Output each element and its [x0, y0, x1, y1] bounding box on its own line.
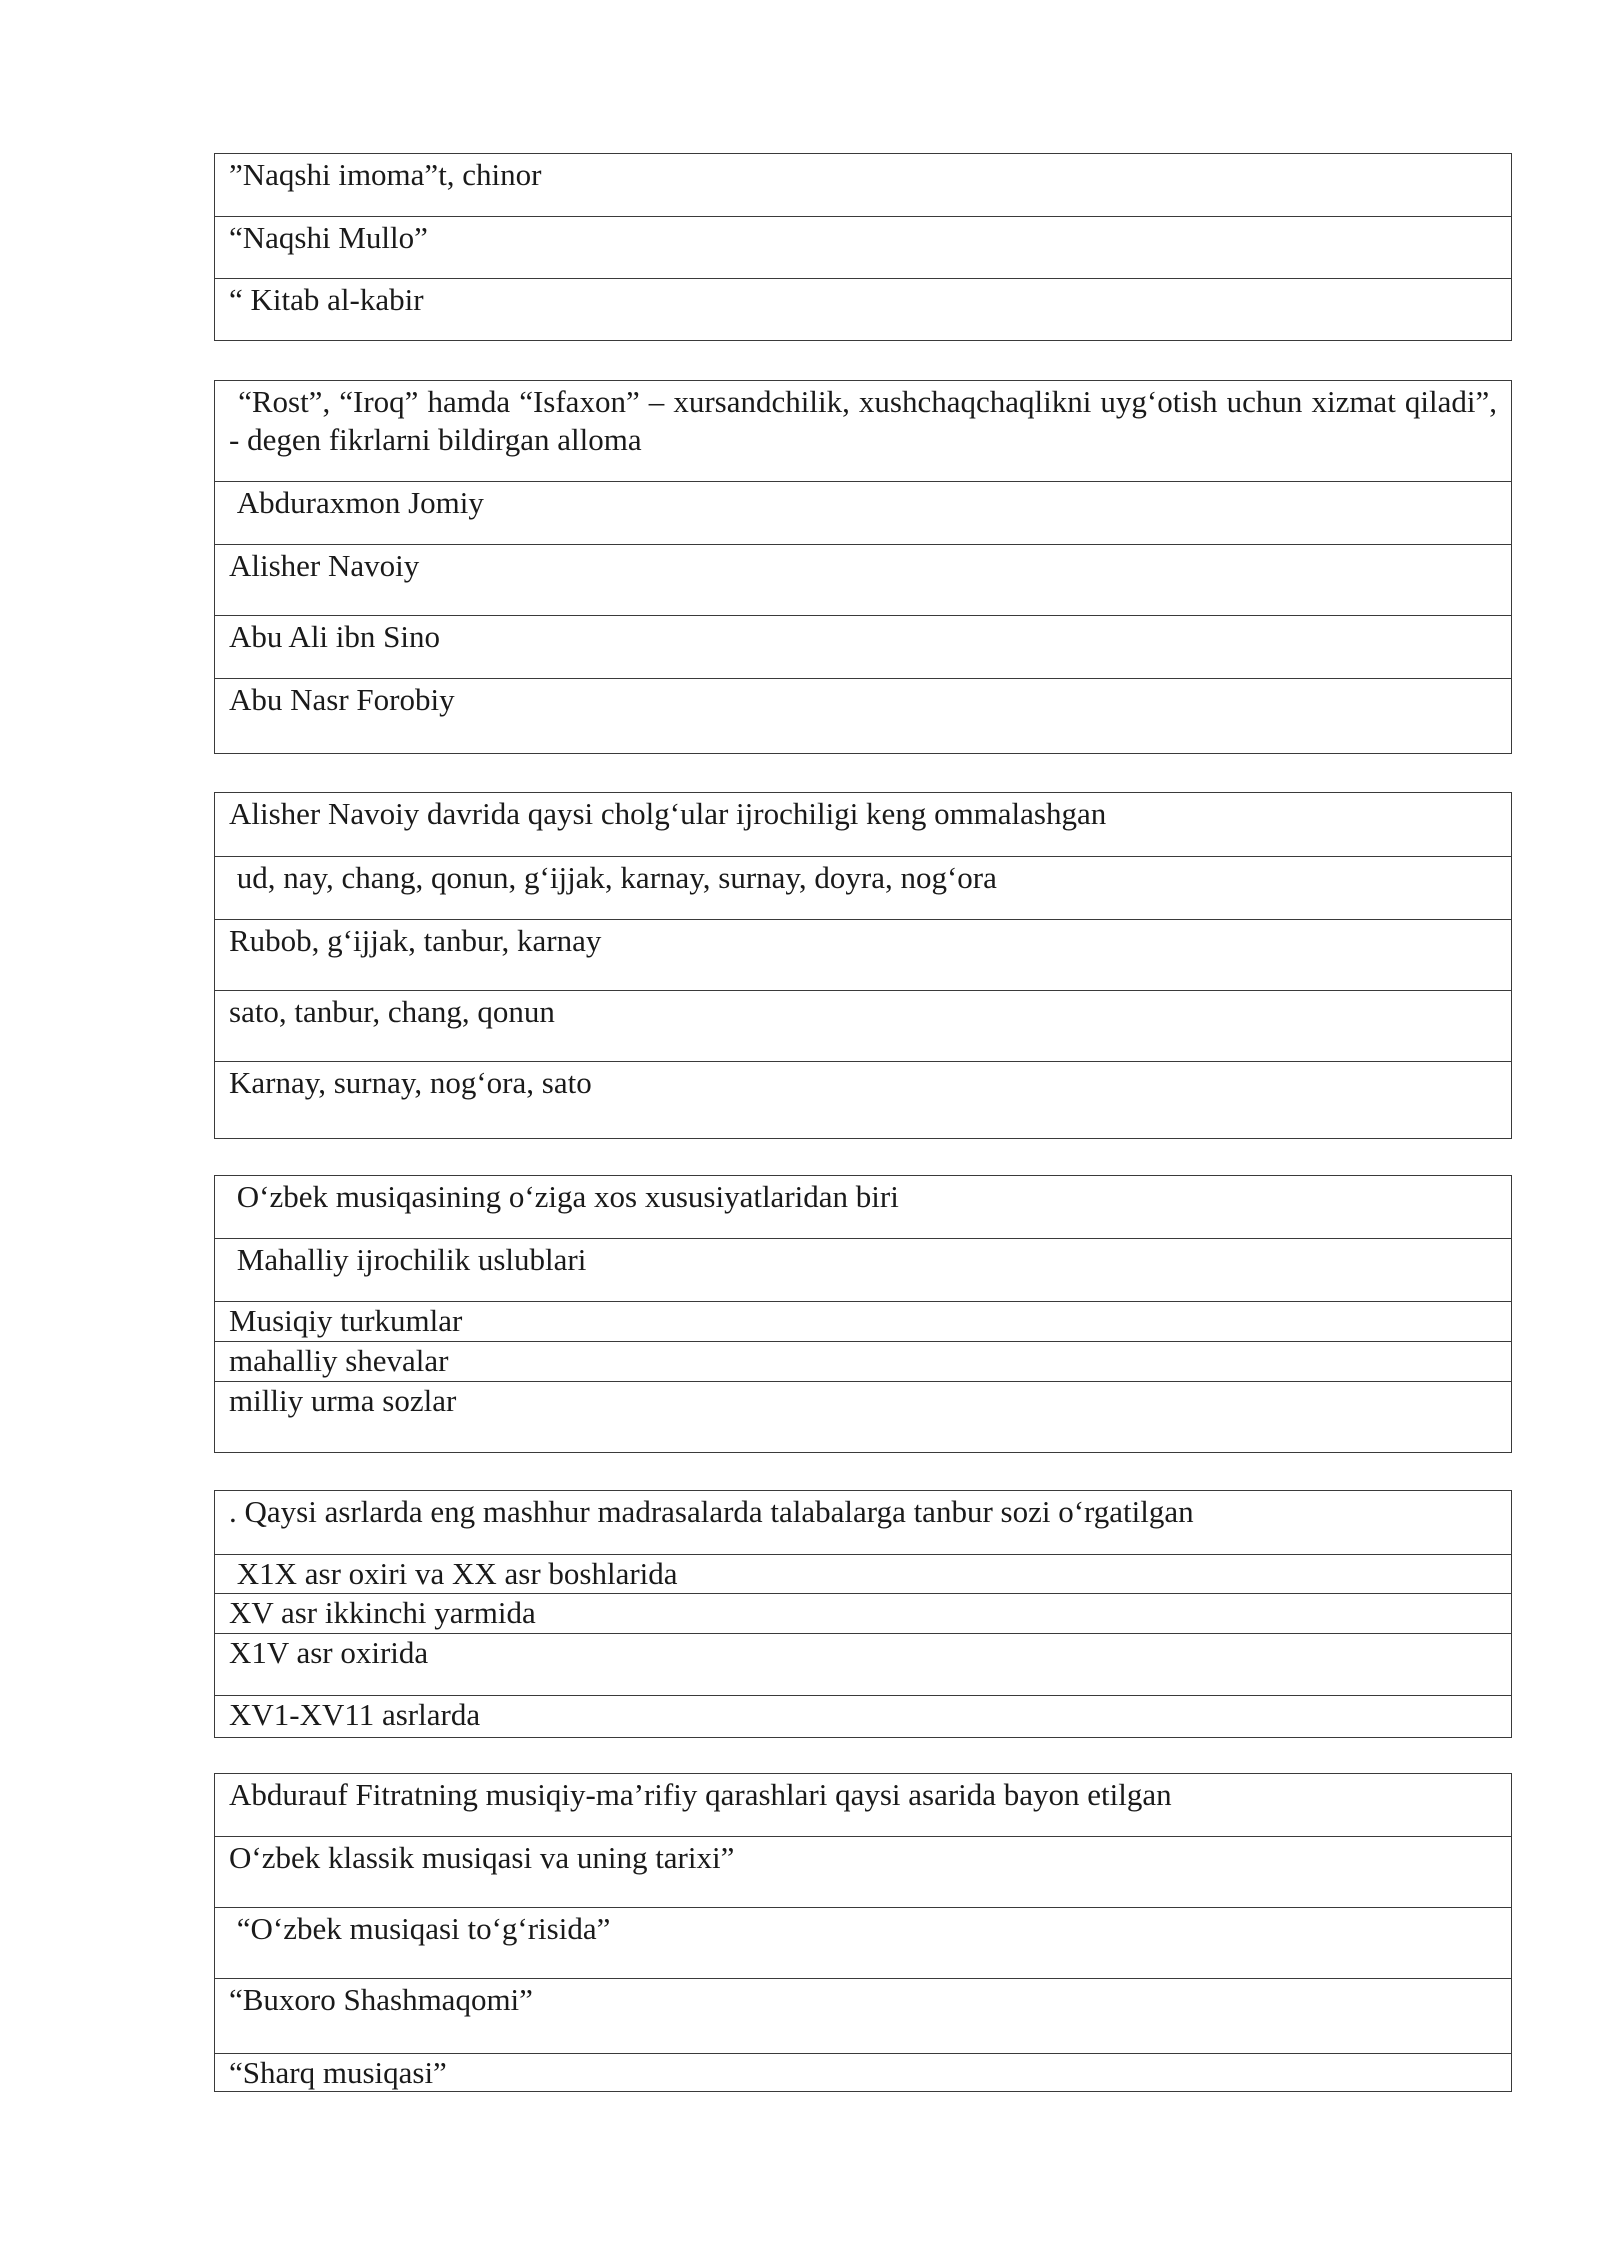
answer-option: mahalliy shevalar [215, 1341, 1511, 1381]
answer-option: “ Kitab al-kabir [215, 278, 1511, 340]
answer-option: “O‘zbek musiqasi to‘g‘risida” [215, 1907, 1511, 1978]
answer-option: O‘zbek klassik musiqasi va uning tarixi” [215, 1836, 1511, 1907]
question-text: Alisher Navoiy davrida qaysi cholg‘ular ijrochiligi keng ommalashgan [229, 796, 1107, 831]
answer-option: ”Naqshi imoma”t, chinor [229, 157, 542, 192]
question-text: “Rost”, “Iroq” hamda “Isfaxon” – xursandchilik, xushchaqchaqlikni uyg‘otish uchun xizmat qiladi”, - degen fikrlarni bildirgan alloma [229, 384, 1497, 457]
answer-option: Abu Ali ibn Sino [215, 615, 1511, 678]
question-table-2 [214, 380, 1512, 754]
question-text: O‘zbek musiqasining o‘ziga xos xususiyatlaridan biri [229, 1179, 899, 1214]
answer-option: X1X asr oxiri va XX asr boshlarida [215, 1554, 1511, 1593]
answer-option: “Sharq musiqasi” [215, 2053, 1511, 2091]
answer-option: Alisher Navoiy [215, 544, 1511, 615]
answer-option: ud, nay, chang, qonun, g‘ijjak, karnay, surnay, doyra, nog‘ora [215, 856, 1511, 919]
answer-option: sato, tanbur, chang, qonun [215, 990, 1511, 1061]
answer-option: X1V asr oxirida [215, 1633, 1511, 1695]
question-text: . Qaysi asrlarda eng mashhur madrasalarda talabalarga tanbur sozi o‘rgatilgan [229, 1494, 1194, 1529]
question-text: Abdurauf Fitratning musiqiy-ma’rifiy qarashlari qaysi asarida bayon etilgan [229, 1777, 1172, 1812]
answer-option: Musiqiy turkumlar [215, 1301, 1511, 1341]
answer-option: XV1-XV11 asrlarda [215, 1695, 1511, 1737]
answer-option: Karnay, surnay, nog‘ora, sato [215, 1061, 1511, 1138]
question-table-5 [214, 1490, 1512, 1738]
question-table-1 [214, 153, 1512, 341]
question-table-3 [214, 792, 1512, 1139]
answer-option: “Naqshi Mullo” [215, 216, 1511, 278]
answer-option: Abu Nasr Forobiy [215, 678, 1511, 753]
answer-option: XV asr ikkinchi yarmida [215, 1593, 1511, 1633]
question-table-6 [214, 1773, 1512, 2092]
answer-option: “Buxoro Shashmaqomi” [215, 1978, 1511, 2053]
answer-option: Abduraxmon Jomiy [215, 481, 1511, 544]
answer-option: Mahalliy ijrochilik uslublari [215, 1238, 1511, 1301]
question-table-4 [214, 1175, 1512, 1453]
answer-option: Rubob, g‘ijjak, tanbur, karnay [215, 919, 1511, 990]
answer-option: milliy urma sozlar [215, 1381, 1511, 1452]
